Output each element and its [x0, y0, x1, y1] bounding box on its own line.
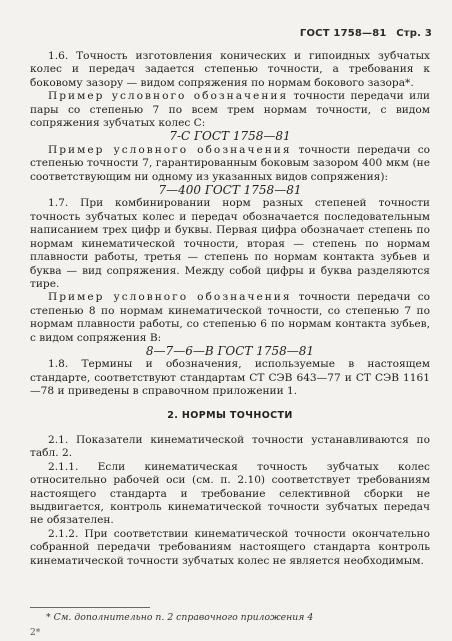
paragraph-2-1-1: 2.1.1. Если кинематическая точность зубчатых колес относительно рабочей оси (см. п. 2.10) соответствует требованиям настоящего стандарта и требование селективной сборки не выдвигается, контроль кинематической точности зубчатых передач не обязателен. — [30, 460, 430, 527]
footnote: * См. дополнительно п. 2 справочного приложения 4 — [46, 612, 314, 623]
example-text: точности передачи со степенью точности 7, гарантированным боковым зазором 400 мкм (не соответствующим ни одному из указанных видов сопряжения): — [30, 143, 430, 183]
formula-1: 7-С ГОСТ 1758—81 — [169, 129, 291, 144]
standard-number: ГОСТ 1758—81 — [299, 28, 387, 39]
formula-2: 7—400 ГОСТ 1758—81 — [158, 183, 302, 198]
paragraph-1-6: 1.6. Точность изготовления конических и гипоидных зубчатых колес и передач задается степенью точности, а требования к боковому зазору — видом сопряжения по нормам бокового зазора*. — [30, 50, 430, 89]
example-lead: Пример условного обозначения — [48, 90, 289, 103]
example-1 — [30, 90, 430, 130]
footnote-divider — [30, 607, 150, 608]
section-heading: 2. НОРМЫ ТОЧНОСТИ — [167, 409, 293, 421]
example-text: точности передачи или пары со степенью 7 по всем трем нормам точности, с видом сопряжения зубчатых колес С: — [30, 90, 430, 130]
page-header — [300, 28, 432, 39]
example-3 — [30, 291, 430, 345]
example-text: точности передачи со степенью 8 по нормам кинематической точности, со степенью 7 по нормам плавности работы, со степенью 6 по нормам контакта зубьев, с видом сопряжения В: — [30, 291, 430, 344]
example-2 — [30, 144, 430, 184]
page-number: Стр. 3 — [396, 28, 432, 39]
paragraph-1-7: 1.7. При комбинировании норм разных степеней точности точность зубчатых колес и передач обозначается последовательным написанием трех цифр и буквы. Первая цифра обозначает степень по нормам кинематической точности, вторая — степень по нормам плавности работы, третья — степень по нормам контакта зубьев и буква — вид сопряжения. Между собой цифры и буква разделяются тире. — [30, 197, 430, 290]
body-text — [30, 50, 430, 568]
paragraph-2-1: 2.1. Показатели кинематической точности устанавливаются по табл. 2. — [30, 433, 430, 460]
example-lead: Пример условного обозначения — [48, 143, 292, 156]
paragraph-2-1-2: 2.1.2. При соответствии кинематической точности окончательно собранной передачи требованиям настоящего стандарта контроль кинематической точности зубчатых колес не является необходимым. — [30, 527, 430, 567]
example-lead: Пример условного обозначения — [48, 291, 292, 304]
page-mark: 2* — [30, 628, 41, 638]
formula-3: 8—7—6—В ГОСТ 1758—81 — [145, 343, 315, 358]
paragraph-1-8: 1.8. Термины и обозначения, используемые в настоящем стандарте, соответствуют стандартам СТ СЭВ 643—77 и СТ СЭВ 1161—78 и приведены в справочном приложении 1. — [30, 358, 430, 398]
